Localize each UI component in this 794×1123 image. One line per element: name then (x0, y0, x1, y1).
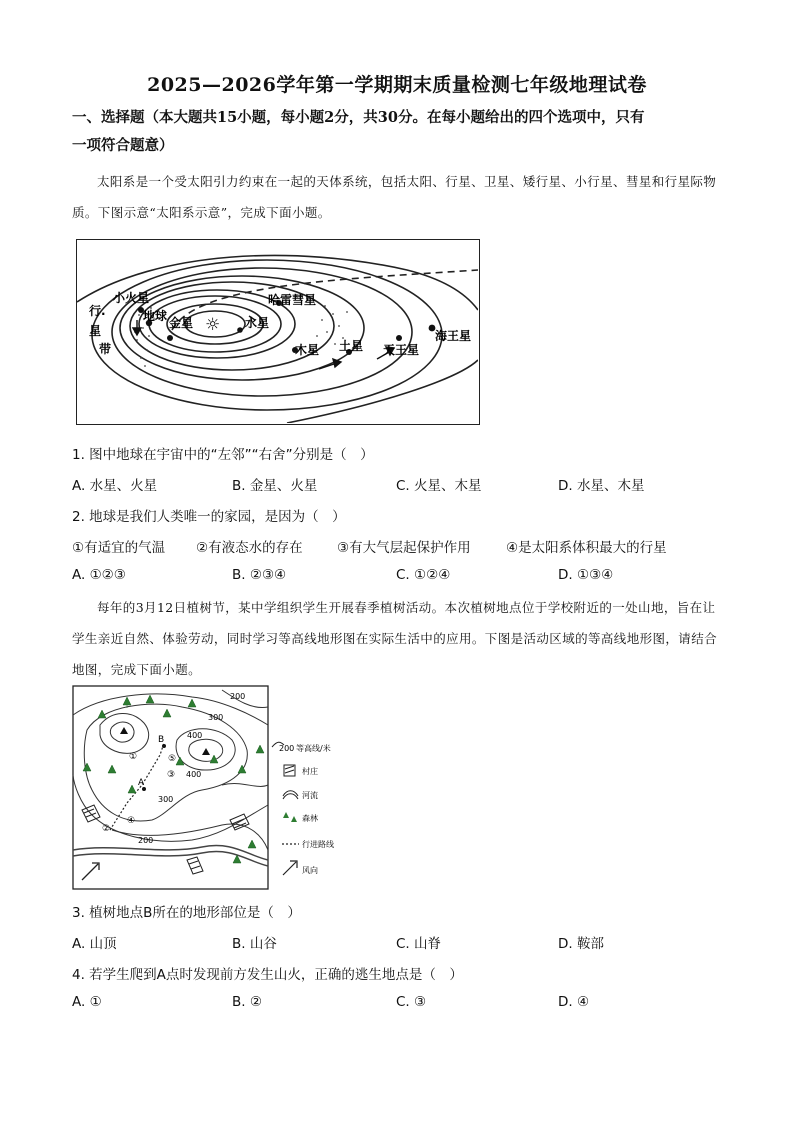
forest-icon (248, 840, 256, 848)
question-2-stem: 2. 地球是我们人类唯一的家园，是因为（ ） (72, 509, 346, 525)
comet-label: 哈雷彗星 (268, 293, 317, 307)
section-heading-line2: 一项符合题意） (72, 137, 174, 154)
uranus-label: 天王星 (383, 343, 420, 357)
legend-contour-label: 等高线/米 (296, 744, 331, 753)
orbit-uranus (112, 268, 412, 396)
forest-icon (188, 699, 196, 707)
contour-map-svg (72, 685, 372, 890)
legend-wind-icon (283, 861, 297, 875)
q4-option-b[interactable]: B. ② (232, 994, 262, 1010)
q2-option-d[interactable]: D. ①③④ (558, 567, 614, 583)
q4-option-d[interactable]: D. ④ (558, 994, 590, 1010)
belt-label-xing: 行. (89, 304, 106, 318)
forest-icon (146, 695, 154, 703)
circle-4-label: ④ (127, 816, 136, 826)
forest-icon (128, 785, 136, 793)
venus-label: 金星 (169, 316, 194, 330)
circle-2-label: ② (102, 824, 111, 834)
q2-option-a[interactable]: A. ①②③ (72, 567, 126, 583)
page-title: 2025—2026学年第一学期期末质量检测七年级地理试卷 (147, 74, 647, 96)
q4-option-a[interactable]: A. ① (72, 994, 102, 1010)
saturn-label: 土星 (339, 339, 364, 353)
contour-label-300-mid: 300 (158, 795, 174, 804)
point-b-label: B (158, 735, 165, 745)
question-1-stem: 1. 图中地球在宇宙中的“左邻”“右舍”分别是（ ） (72, 447, 374, 463)
legend-river-icon (283, 791, 298, 799)
forest-icon (176, 757, 184, 765)
river-line (73, 846, 268, 860)
q2-statement-1: ①有适宜的气温 (72, 540, 166, 556)
q1-option-d[interactable]: D. 水星、木星 (558, 478, 645, 494)
legend-river-label: 河流 (302, 791, 318, 800)
q2-option-b[interactable]: B. ②③④ (232, 567, 287, 583)
asteroid-label: 小火星 (113, 291, 150, 305)
forest-icon (163, 709, 171, 717)
q2-option-c[interactable]: C. ①②④ (396, 567, 451, 583)
jupiter-label: 木星 (295, 343, 320, 357)
q1-option-a[interactable]: A. 水星、火星 (72, 478, 158, 494)
circle-3-label: ③ (167, 770, 176, 780)
q1-option-c[interactable]: C. 火星、木星 (396, 478, 482, 494)
mercury-dot (237, 327, 243, 333)
circle-5-label: ⑤ (168, 754, 177, 764)
solar-system-figure (76, 239, 480, 425)
section-heading-line1: 一、选择题（本大题共15小题，每小题2分，共30分。在每小题给出的四个选项中，只有 (72, 109, 645, 126)
legend-contour-value: 200 (279, 744, 295, 753)
peak-left-icon (120, 727, 128, 734)
q2-statement-2: ②有液态水的存在 (196, 540, 303, 556)
sun-icon: ☼ (205, 315, 221, 335)
legend-forest-label: 森林 (302, 814, 318, 823)
passage-solar-system: 太阳系是一个受太阳引力约束在一起的天体系统，包括太阳、行星、卫星、矮行星、小行星、彗星和行星际物质。下图示意“太阳系示意”，完成下面小题。 (72, 174, 717, 220)
q3-option-b[interactable]: B. 山谷 (232, 936, 277, 952)
circle-1-label: ① (129, 752, 138, 762)
orbit-neptune (92, 260, 442, 410)
q3-option-a[interactable]: A. 山顶 (72, 936, 117, 952)
legend-village-hatch (285, 766, 294, 773)
contour-label-200-top: 200 (230, 692, 246, 701)
legend-route-label: 行进路线 (302, 840, 334, 849)
passage-tree-planting: 每年的3月12日植树节，某中学组织学生开展春季植树活动。本次植树地点位于学校附近的一处山地，旨在让学生亲近自然、体验劳动，同时学习等高线地形图在实际生活中的应用。下图是活动区域的等高线地形图，请结合地图，完成下面小题。 (72, 600, 718, 677)
q4-option-c[interactable]: C. ③ (396, 994, 427, 1010)
venus-dot (167, 335, 173, 341)
forest-icon (256, 745, 264, 753)
contour-label-300-top: 300 (208, 713, 224, 722)
neptune-label: 海王星 (435, 329, 472, 343)
peak-right-icon (202, 748, 210, 755)
contour-label-200-bottom: 200 (138, 836, 154, 845)
forest-icon (108, 765, 116, 773)
forest-icon (83, 763, 91, 771)
legend-village-label: 村庄 (302, 767, 318, 776)
question-3-stem: 3. 植树地点B所在的地形部位是（ ） (72, 905, 301, 921)
q2-statement-3: ③有大气层起保护作用 (337, 540, 471, 556)
village-icon (187, 857, 203, 874)
contour-map-figure (72, 685, 372, 890)
wind-arrow-icon (82, 863, 99, 880)
point-a-label: A (138, 778, 145, 788)
earth-label: 地球 (143, 309, 168, 323)
belt-label-xing2: 星 (89, 324, 102, 338)
uranus-dot (396, 335, 402, 341)
village-icons (82, 805, 249, 874)
q2-statement-4: ④是太阳系体积最大的行星 (506, 540, 667, 556)
solar-system-svg (77, 240, 478, 423)
belt-label-dai: 带 (99, 342, 112, 356)
contour-label-400-top: 400 (187, 731, 203, 740)
q3-option-d[interactable]: D. 鞍部 (558, 936, 604, 952)
q3-option-c[interactable]: C. 山脊 (396, 936, 442, 952)
mercury-label: 水星 (245, 316, 270, 330)
q1-option-b[interactable]: B. 金星、火星 (232, 478, 318, 494)
question-4-stem: 4. 若学生爬到A点时发现前方发生山火，正确的逃生地点是（ ） (72, 967, 463, 983)
legend-wind-label: 风向 (302, 866, 318, 875)
legend-forest-icon (283, 812, 297, 822)
section-heading (72, 104, 732, 160)
contour-label-400-mid: 400 (186, 770, 202, 779)
